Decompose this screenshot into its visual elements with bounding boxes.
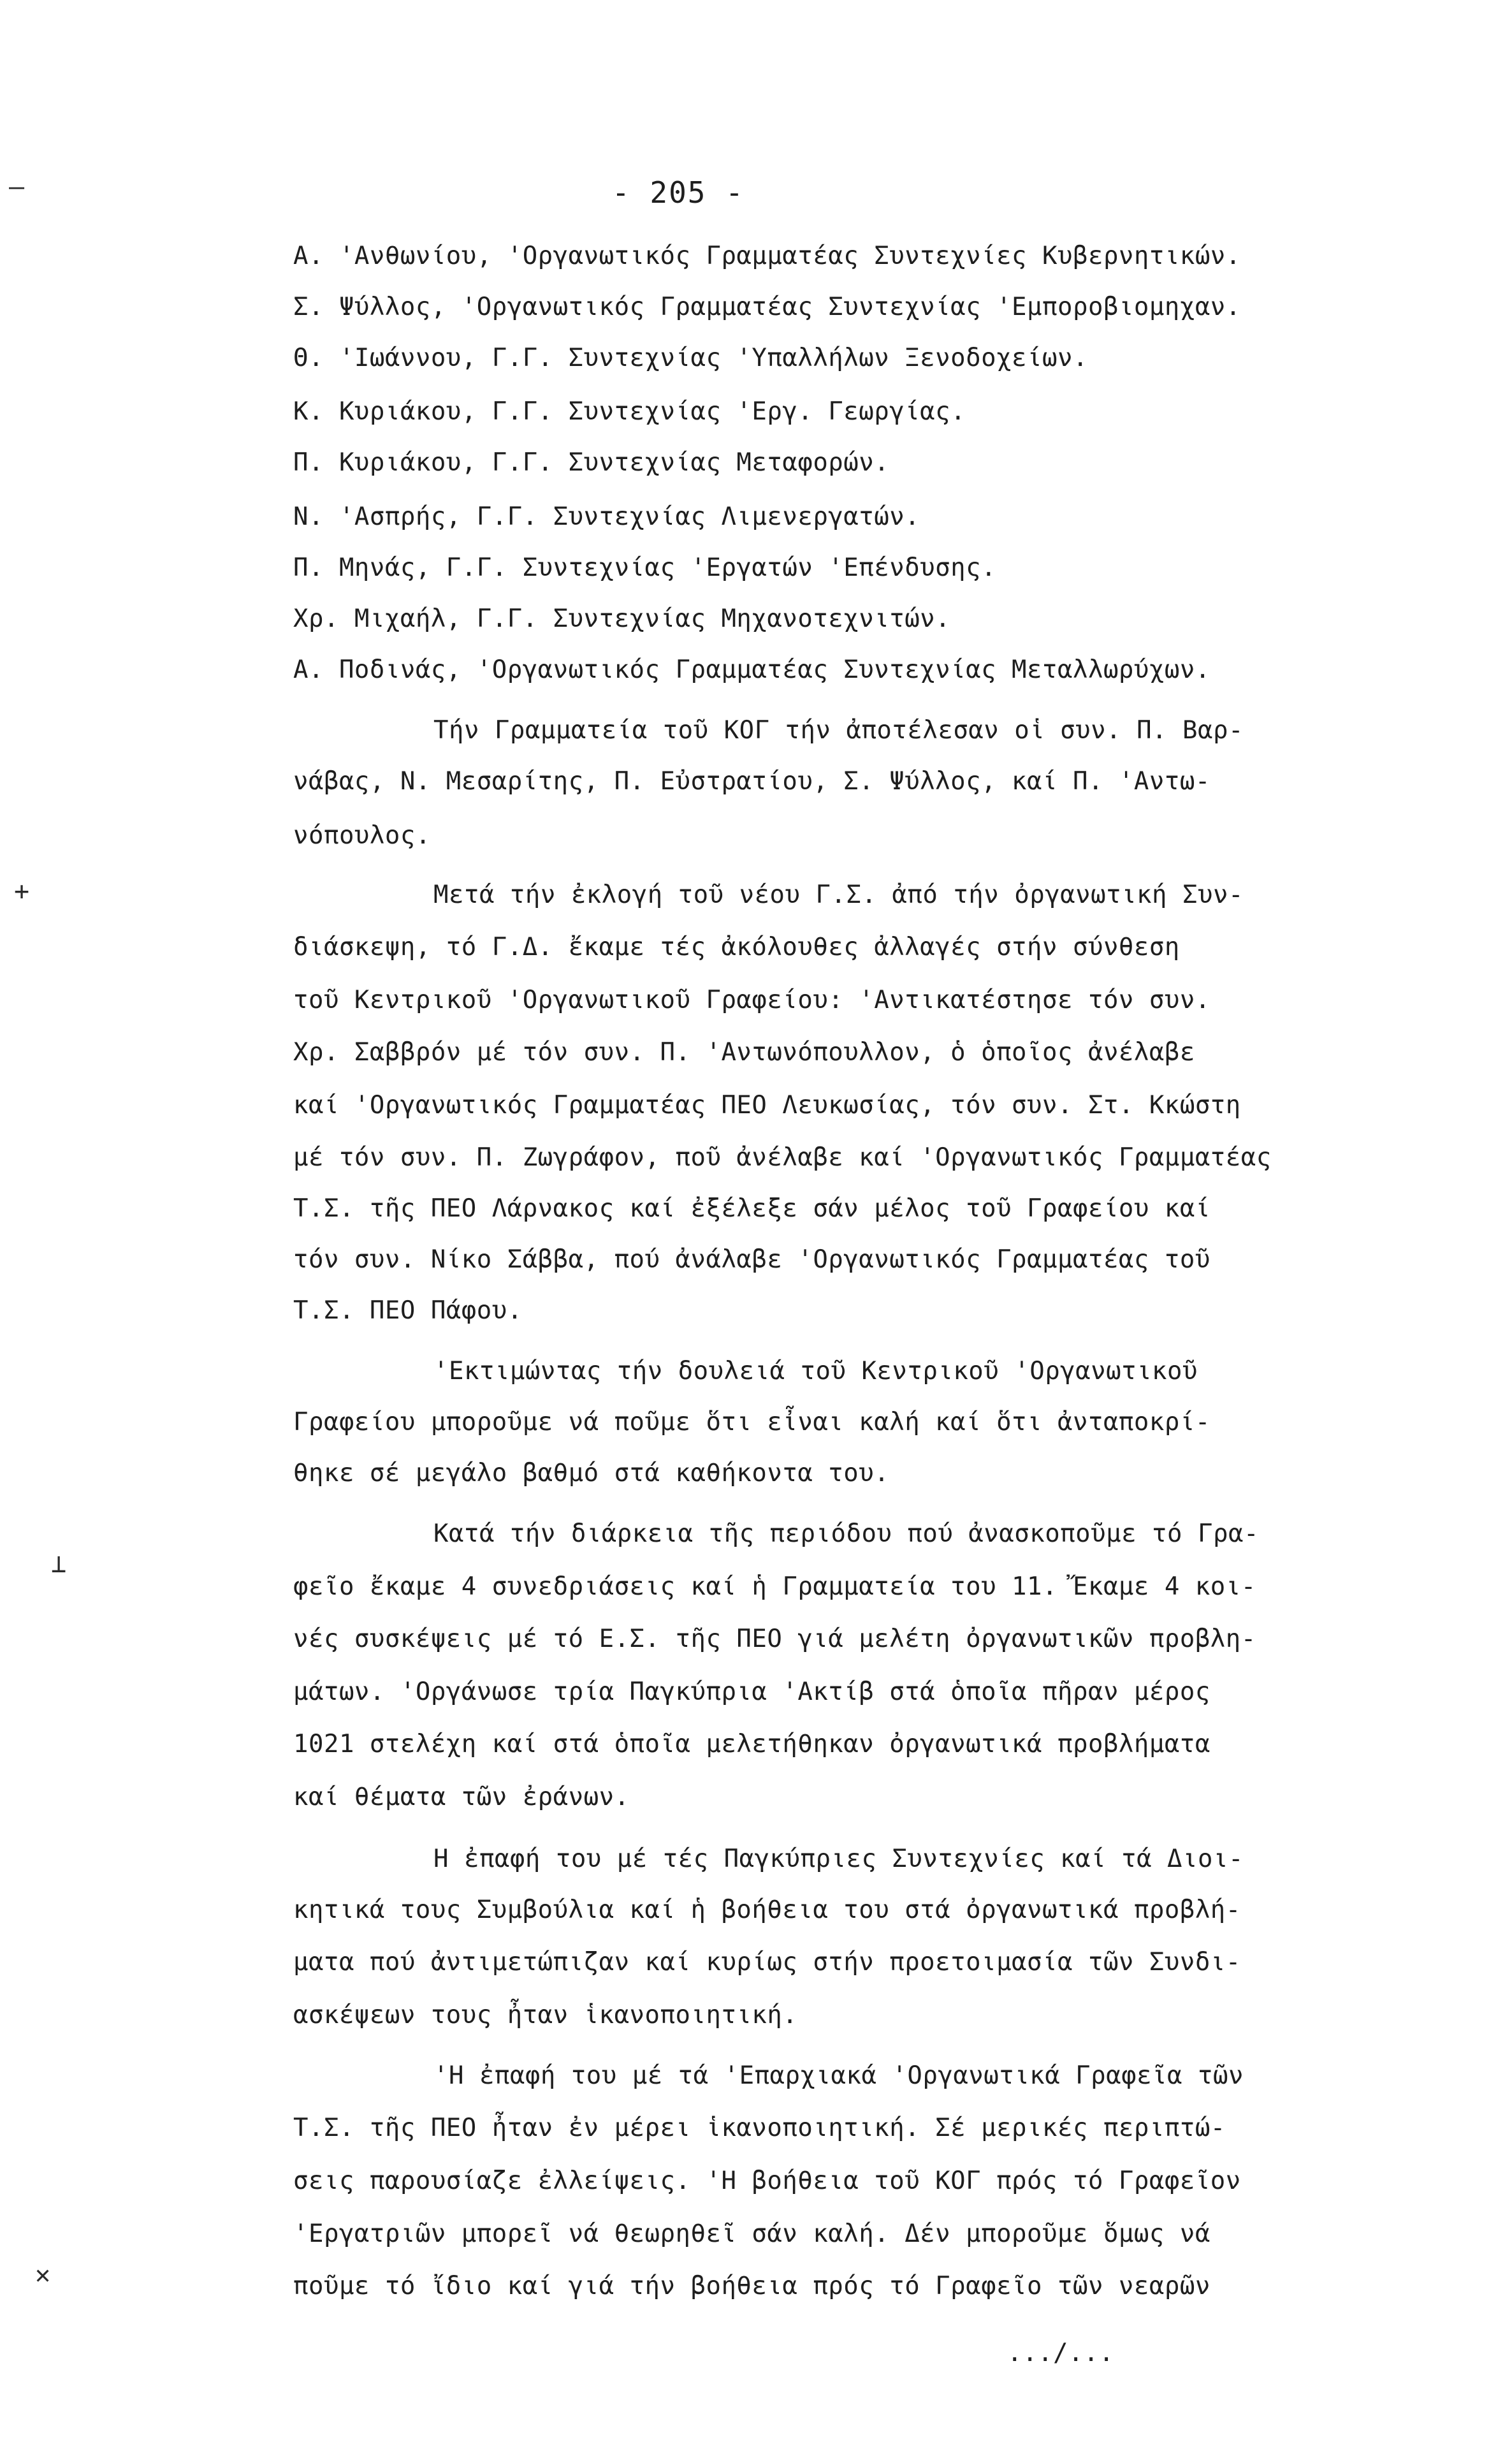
text-line: Π. Κυριάκου, Γ.Γ. Συντεχνίας Μεταφορών. xyxy=(293,448,890,477)
text-line: Γραφείου μποροῦμε νά ποῦμε ὅτι εἶναι καλή καί ὅτι ἀνταποκρί- xyxy=(293,1408,1210,1437)
text-line: τοῦ Κεντρικοῦ 'Οργανωτικοῦ Γραφείου: 'Αντικατέστησε τόν συν. xyxy=(293,986,1210,1014)
text-line: διάσκεψη, τό Γ.Δ. ἔκαμε τές ἀκόλουθες ἀλλαγές στήν σύνθεση xyxy=(293,933,1180,961)
text-line: 'Η ἐπαφή του μέ τά 'Επαρχιακά 'Οργανωτικά Γραφεῖα τῶν xyxy=(433,2061,1244,2090)
text-line: καί θέματα τῶν ἐράνων. xyxy=(293,1783,630,1811)
text-line: Π. Μηνάς, Γ.Γ. Συντεχνίας 'Εργατών 'Επένδυσης. xyxy=(293,553,997,582)
text-line: Χρ. Μιχαήλ, Γ.Γ. Συντεχνίας Μηχανοτεχνιτών. xyxy=(293,604,951,633)
text-line: Θ. 'Ιωάννου, Γ.Γ. Συντεχνίας 'Υπαλλήλων Ξενοδοχείων. xyxy=(293,344,1088,372)
text-line: ματα πού ἀντιμετώπιζαν καί κυρίως στήν προετοιμασία τῶν Συνδι- xyxy=(293,1948,1241,1977)
text-line: κητικά τους Συμβούλια καί ἡ βοήθεια του στά ὀργανωτικά προβλή- xyxy=(293,1896,1241,1924)
text-line: φεῖο ἔκαμε 4 συνεδριάσεις καί ἡ Γραμματεία του 11. Ἔκαμε 4 κοι- xyxy=(293,1572,1256,1601)
text-line: Τ.Σ. ΠΕΟ Πάφου. xyxy=(293,1296,523,1325)
text-line: Τ.Σ. τῆς ΠΕΟ ἦταν ἐν μέρει ἱκανοποιητική. Σέ μερικές περιπτώ- xyxy=(293,2114,1226,2142)
text-line: μάτων. 'Οργάνωσε τρία Παγκύπρια 'Ακτίβ στά ὁποῖα πῆραν μέρος xyxy=(293,1678,1210,1706)
text-line: 1021 στελέχη καί στά ὁποῖα μελετήθηκαν ὀργανωτικά προβλήματα xyxy=(293,1730,1210,1758)
text-line: Σ. Ψύλλος, 'Οργανωτικός Γραμματέας Συντεχνίας 'Εμποροβιομηχαν. xyxy=(293,293,1241,321)
text-line: Α. 'Ανθωνίου, 'Οργανωτικός Γραμματέας Συντεχνίες Κυβερνητικών. xyxy=(293,242,1241,270)
text-line: μέ τόν συν. Π. Ζωγράφον, ποῦ ἀνέλαβε καί 'Οργανωτικός Γραμματέας xyxy=(293,1143,1272,1172)
text-line: Χρ. Σαββρόν μέ τόν συν. Π. 'Αντωνόπουλλον, ὁ ὁποῖος ἀνέλαβε xyxy=(293,1038,1195,1067)
text-line: θηκε σέ μεγάλο βαθμό στά καθήκοντα του. xyxy=(293,1459,890,1488)
text-line: 'Εκτιμώντας τήν δουλειά τοῦ Κεντρικοῦ 'Οργανωτικοῦ xyxy=(433,1357,1198,1385)
text-line: Κατά τήν διάρκεια τῆς περιόδου πού ἀνασκοποῦμε τό Γρα- xyxy=(433,1519,1259,1548)
text-line: Α. Ποδινάς, 'Οργανωτικός Γραμματέας Συντεχνίας Μεταλλωρύχων. xyxy=(293,655,1210,684)
text-line: καί 'Οργανωτικός Γραμματέας ΠΕΟ Λευκωσίας, τόν συν. Στ. Κκώστη xyxy=(293,1091,1241,1120)
text-line: Η ἐπαφή του μέ τές Παγκύπριες Συντεχνίες καί τά Διοι- xyxy=(433,1845,1244,1873)
margin-cross-mark: + xyxy=(14,877,30,906)
text-line: τόν συν. Νίκο Σάββα, πού ἀνάλαβε 'Οργανωτικός Γραμματέας τοῦ xyxy=(293,1245,1210,1274)
text-line: Τ.Σ. τῆς ΠΕΟ Λάρνακος καί ἐξέλεξε σάν μέλος τοῦ Γραφείου καί xyxy=(293,1194,1210,1223)
text-line: Ν. 'Ασπρής, Γ.Γ. Συντεχνίας Λιμενεργατών. xyxy=(293,502,920,531)
text-line: Τήν Γραμματεία τοῦ ΚΟΓ τήν ἀποτέλεσαν οἱ συν. Π. Βαρ- xyxy=(433,716,1244,745)
text-line: νάβας, Ν. Μεσαρίτης, Π. Εὐστρατίου, Σ. Ψύλλος, καί Π. 'Αντω- xyxy=(293,767,1210,796)
text-line: Μετά τήν ἐκλογή τοῦ νέου Γ.Σ. ἀπό τήν ὀργανωτική Συν- xyxy=(433,881,1244,909)
text-line: νές συσκέψεις μέ τό Ε.Σ. τῆς ΠΕΟ γιά μελέτη ὀργανωτικῶν προβλη- xyxy=(293,1625,1256,1653)
text-line: σεις παρουσίαζε ἐλλείψεις. 'Η βοήθεια τοῦ ΚΟΓ πρός τό Γραφεῖον xyxy=(293,2167,1241,2195)
margin-dash-mark: — xyxy=(9,172,25,201)
text-line: νόπουλος. xyxy=(293,821,431,850)
text-line: ασκέψεων τους ἦταν ἱκανοποιητική. xyxy=(293,2001,798,2029)
text-line: Κ. Κυριάκου, Γ.Γ. Συντεχνίας 'Εργ. Γεωργίας. xyxy=(293,397,966,426)
page-number: - 205 - xyxy=(612,175,745,210)
text-line: ποῦμε τό ἴδιο καί γιά τήν βοήθεια πρός τό Γραφεῖο τῶν νεαρῶν xyxy=(293,2272,1210,2300)
margin-x-mark: ✕ xyxy=(35,2260,51,2290)
margin-tick-mark: ⊥ xyxy=(51,1549,67,1579)
continuation-mark: .../... xyxy=(1007,2339,1114,2367)
text-line: 'Εργατριῶν μπορεῖ νά θεωρηθεῖ σάν καλή. Δέν μποροῦμε ὅμως νά xyxy=(293,2219,1210,2248)
